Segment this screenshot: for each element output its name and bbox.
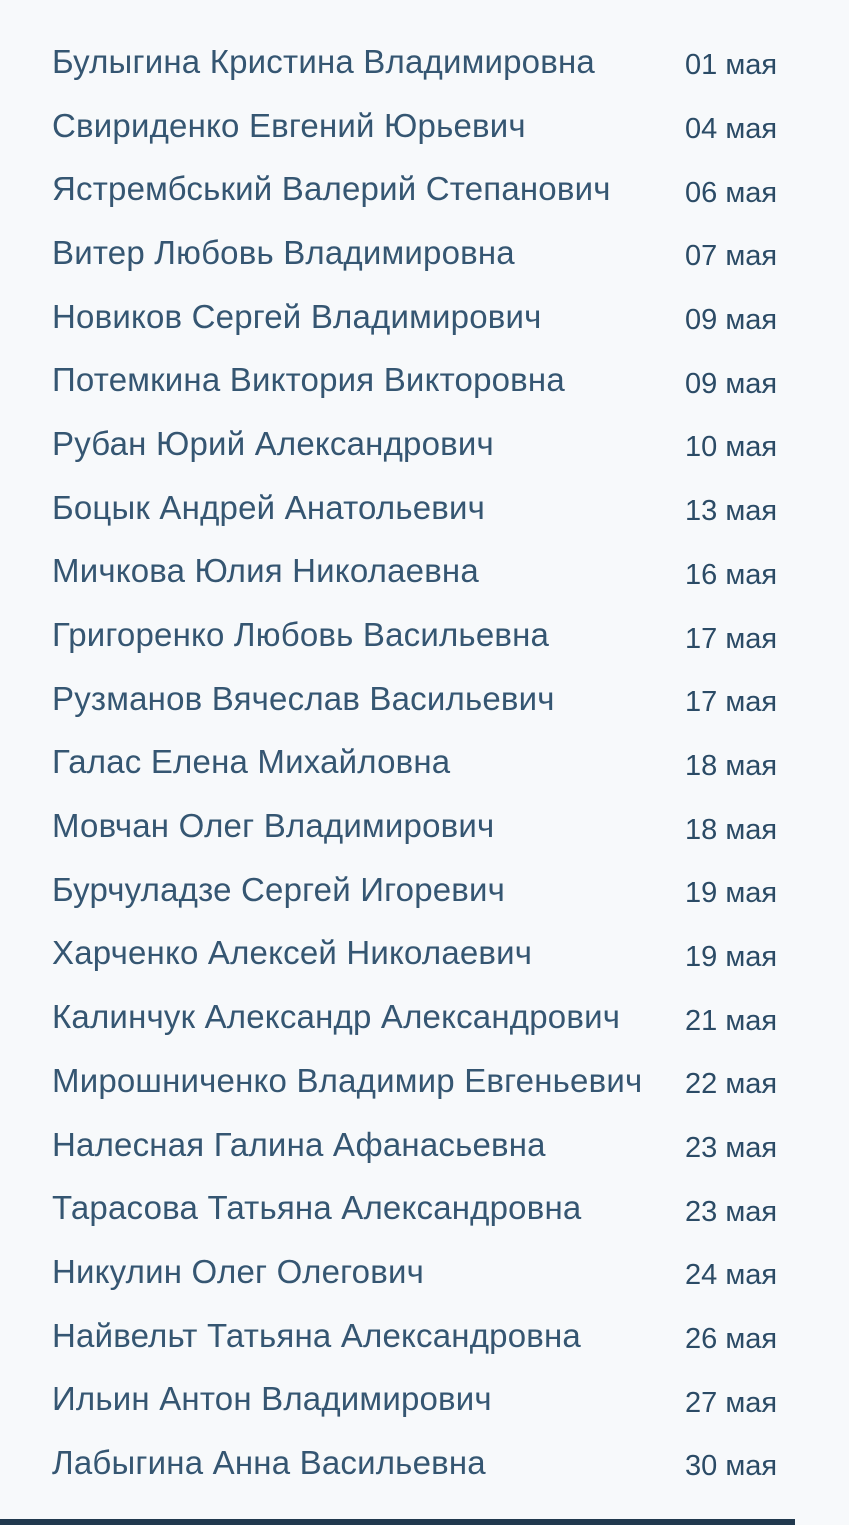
list-item bbox=[0, 858, 849, 922]
person-name: Рубан Юрий Александрович bbox=[52, 424, 494, 462]
list-item bbox=[0, 1431, 849, 1495]
birthday-date: 09 мая bbox=[685, 367, 778, 400]
person-name: Калинчук Александр Александрович bbox=[52, 998, 621, 1036]
person-name: Найвельт Татьяна Александровна bbox=[52, 1316, 581, 1354]
birthday-date: 16 мая bbox=[685, 558, 778, 591]
birthday-date: 19 мая bbox=[685, 940, 778, 973]
list-item bbox=[0, 221, 849, 285]
birthday-date: 01 мая bbox=[685, 49, 778, 82]
list-item bbox=[0, 412, 849, 476]
birthday-date: 06 мая bbox=[685, 176, 778, 209]
person-name: Лабыгина Анна Васильевна bbox=[52, 1443, 486, 1481]
birthday-date: 19 мая bbox=[685, 877, 778, 910]
list-item bbox=[0, 1049, 849, 1113]
list-item bbox=[0, 540, 849, 604]
person-name: Ильин Антон Владимирович bbox=[52, 1380, 492, 1418]
birthday-date: 18 мая bbox=[685, 813, 778, 846]
bottom-accent-bar bbox=[0, 1519, 795, 1525]
list-item bbox=[0, 922, 849, 986]
birthday-date: 27 мая bbox=[685, 1386, 778, 1419]
birthday-date: 24 мая bbox=[685, 1259, 778, 1292]
list-item bbox=[0, 1304, 849, 1368]
list-item bbox=[0, 1176, 849, 1240]
list-item bbox=[0, 30, 849, 94]
birthday-date: 10 мая bbox=[685, 431, 778, 464]
person-name: Никулин Олег Олегович bbox=[52, 1252, 424, 1290]
person-name: Харченко Алексей Николаевич bbox=[52, 934, 533, 972]
list-item bbox=[0, 1240, 849, 1304]
birthday-date: 26 мая bbox=[685, 1323, 778, 1356]
person-name: Бурчуладзе Сергей Игоревич bbox=[52, 870, 506, 908]
list-item bbox=[0, 1367, 849, 1431]
person-name: Ястрембський Валерий Степанович bbox=[52, 170, 611, 208]
birthday-date: 22 мая bbox=[685, 1068, 778, 1101]
person-name: Потемкина Виктория Викторовна bbox=[52, 361, 565, 399]
birthday-date: 13 мая bbox=[685, 495, 778, 528]
person-name: Григоренко Любовь Васильевна bbox=[52, 616, 550, 654]
birthday-date: 30 мая bbox=[685, 1450, 778, 1483]
person-name: Новиков Сергей Владимирович bbox=[52, 297, 542, 335]
birthday-date: 18 мая bbox=[685, 749, 778, 782]
person-name: Галас Елена Михайловна bbox=[52, 743, 451, 781]
birthday-date: 09 мая bbox=[685, 304, 778, 337]
person-name: Рузманов Вячеслав Васильевич bbox=[52, 679, 555, 717]
birthday-date: 23 мая bbox=[685, 1132, 778, 1165]
birthday-list bbox=[0, 30, 849, 1495]
list-item bbox=[0, 285, 849, 349]
list-item bbox=[0, 94, 849, 158]
person-name: Тарасова Татьяна Александровна bbox=[52, 1189, 582, 1227]
birthday-date: 07 мая bbox=[685, 240, 778, 273]
list-item bbox=[0, 476, 849, 540]
person-name: Мичкова Юлия Николаевна bbox=[52, 552, 479, 590]
list-item bbox=[0, 985, 849, 1049]
birthday-date: 21 мая bbox=[685, 1004, 778, 1037]
list-item bbox=[0, 667, 849, 731]
person-name: Булыгина Кристина Владимировна bbox=[52, 42, 595, 80]
person-name: Мовчан Олег Владимирович bbox=[52, 807, 495, 845]
list-item bbox=[0, 157, 849, 221]
list-item bbox=[0, 603, 849, 667]
person-name: Боцык Андрей Анатольевич bbox=[52, 488, 486, 526]
birthday-date: 04 мая bbox=[685, 113, 778, 146]
list-item bbox=[0, 1113, 849, 1177]
birthday-date: 23 мая bbox=[685, 1195, 778, 1228]
person-name: Налесная Галина Афанасьевна bbox=[52, 1125, 546, 1163]
birthday-date: 17 мая bbox=[685, 686, 778, 719]
list-item bbox=[0, 794, 849, 858]
birthday-date: 17 мая bbox=[685, 622, 778, 655]
person-name: Свириденко Евгений Юрьевич bbox=[52, 106, 526, 144]
list-item bbox=[0, 348, 849, 412]
person-name: Мирошниченко Владимир Евгеньевич bbox=[52, 1061, 643, 1099]
list-item bbox=[0, 731, 849, 795]
person-name: Витер Любовь Владимировна bbox=[52, 233, 515, 271]
